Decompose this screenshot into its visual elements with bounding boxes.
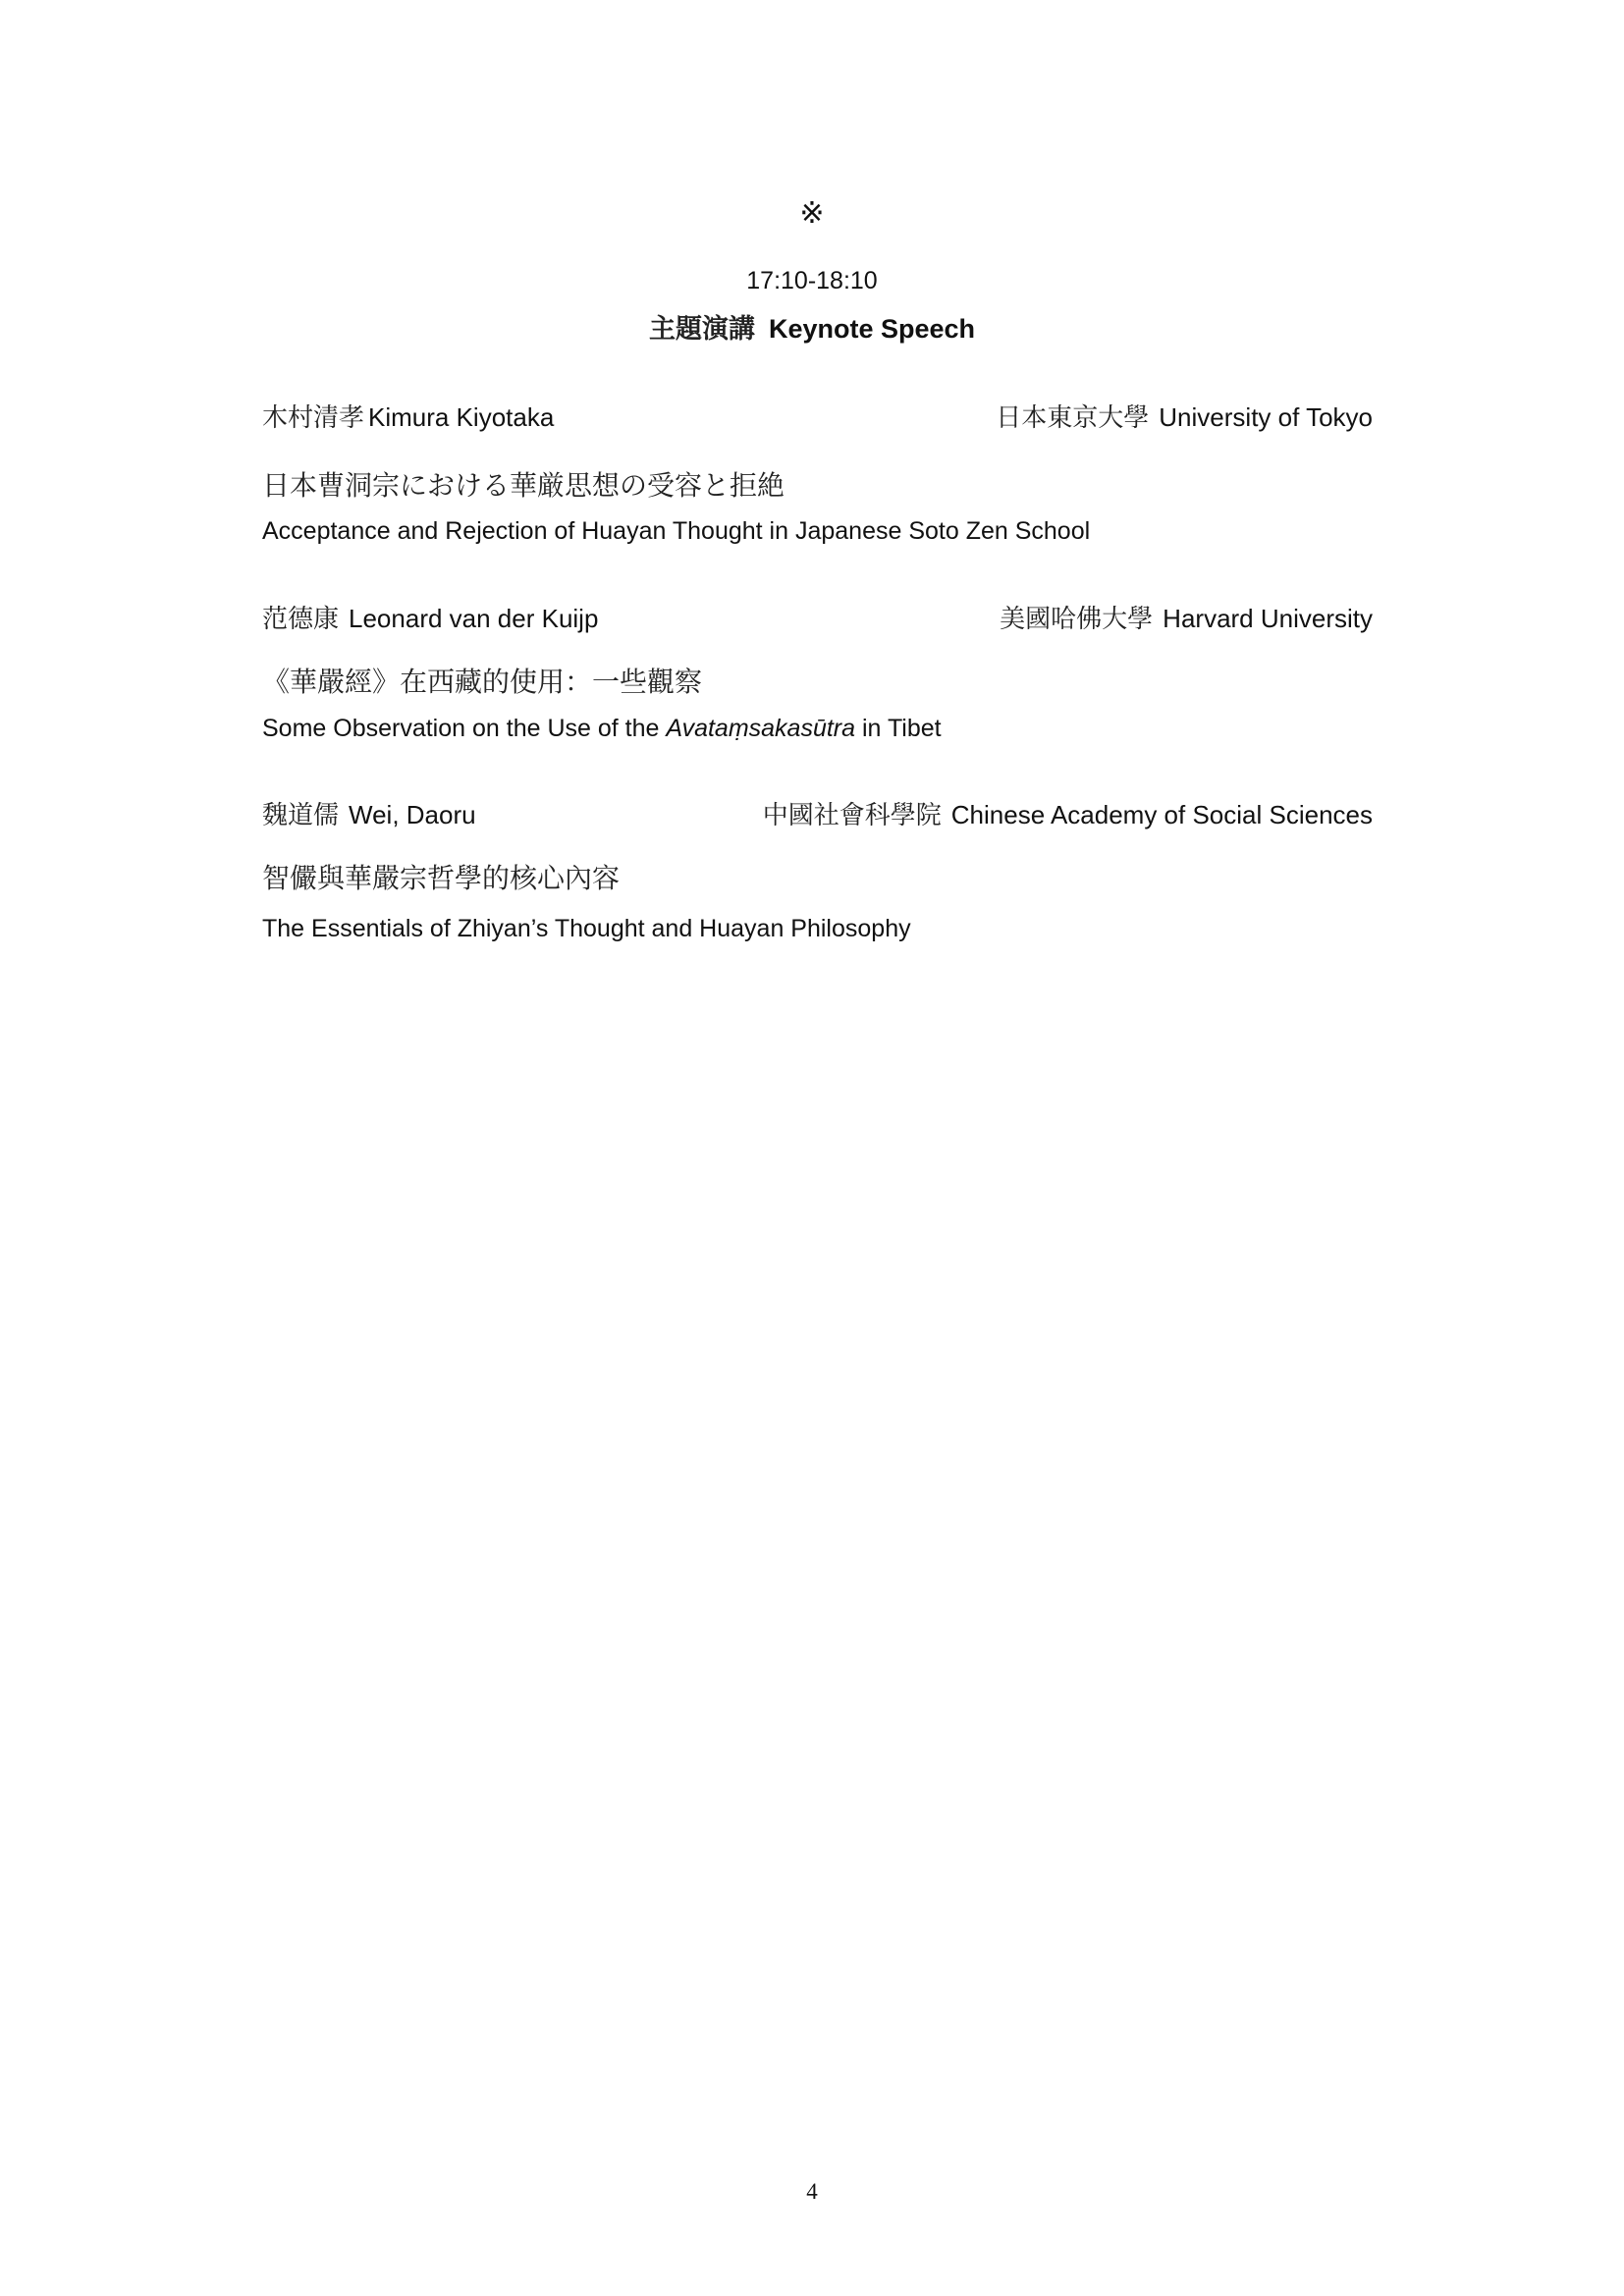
speaker-name-en: Leonard van der Kuijp (349, 604, 599, 633)
speaker-name (262, 795, 476, 835)
affiliation-en: Chinese Academy of Social Sciences (950, 800, 1373, 829)
speaker-row (262, 398, 1373, 437)
talk-title-native: 《華嚴經》在西藏的使用：一些觀察 (262, 666, 703, 698)
page-number: 4 (806, 2179, 818, 2204)
talk-title-en-part: Some Observation on the Use of the (262, 715, 667, 742)
speaker-affiliation (1000, 599, 1373, 639)
talk-title-en: The Essentials of Zhiyan’s Thought and Huayan Philosophy (262, 915, 911, 942)
session-heading (0, 307, 1624, 346)
affiliation-zh: 日本東京大學 (996, 403, 1150, 433)
speaker-entry-2 (262, 599, 1373, 742)
speaker-name-en: Wei, Daoru (349, 800, 476, 829)
speaker-name-zh: 木村清孝 (262, 403, 365, 433)
affiliation-zh: 美國哈佛大學 (1000, 605, 1154, 634)
talk-title-native: 日本曹洞宗における華厳思想の受容と拒絶 (262, 469, 785, 502)
speaker-name-zh: 范德康 (262, 605, 340, 634)
speaker-name-zh: 魏道儒 (262, 801, 340, 830)
reference-mark: ※ (799, 196, 825, 231)
talk-title-en-italic: Avataṃsakasūtra (666, 715, 856, 742)
talk-title-native: 智儼與華嚴宗哲學的核心內容 (262, 862, 621, 894)
session-time: 17:10-18:10 (746, 267, 878, 294)
talk-title-en-part: in Tibet (855, 715, 942, 742)
affiliation-zh: 中國社會科學院 (762, 801, 942, 830)
session-heading-zh: 主題演講 (648, 314, 755, 345)
speaker-row (262, 599, 1373, 638)
speaker-entry-3 (262, 795, 1373, 942)
affiliation-en: Harvard University (1163, 604, 1373, 633)
speaker-name-en: Kimura Kiyotaka (368, 402, 555, 432)
speaker-name (262, 599, 598, 639)
talk-title-en (262, 709, 942, 748)
speaker-name (262, 398, 554, 438)
affiliation-en: University of Tokyo (1159, 402, 1373, 432)
speaker-affiliation (763, 795, 1373, 835)
speaker-row (262, 795, 1373, 834)
speaker-affiliation (996, 398, 1373, 438)
speaker-entry-1 (262, 398, 1373, 545)
talk-title-en: Acceptance and Rejection of Huayan Thought in Japanese Soto Zen School (262, 517, 1091, 545)
session-heading-en: Keynote Speech (768, 314, 976, 344)
